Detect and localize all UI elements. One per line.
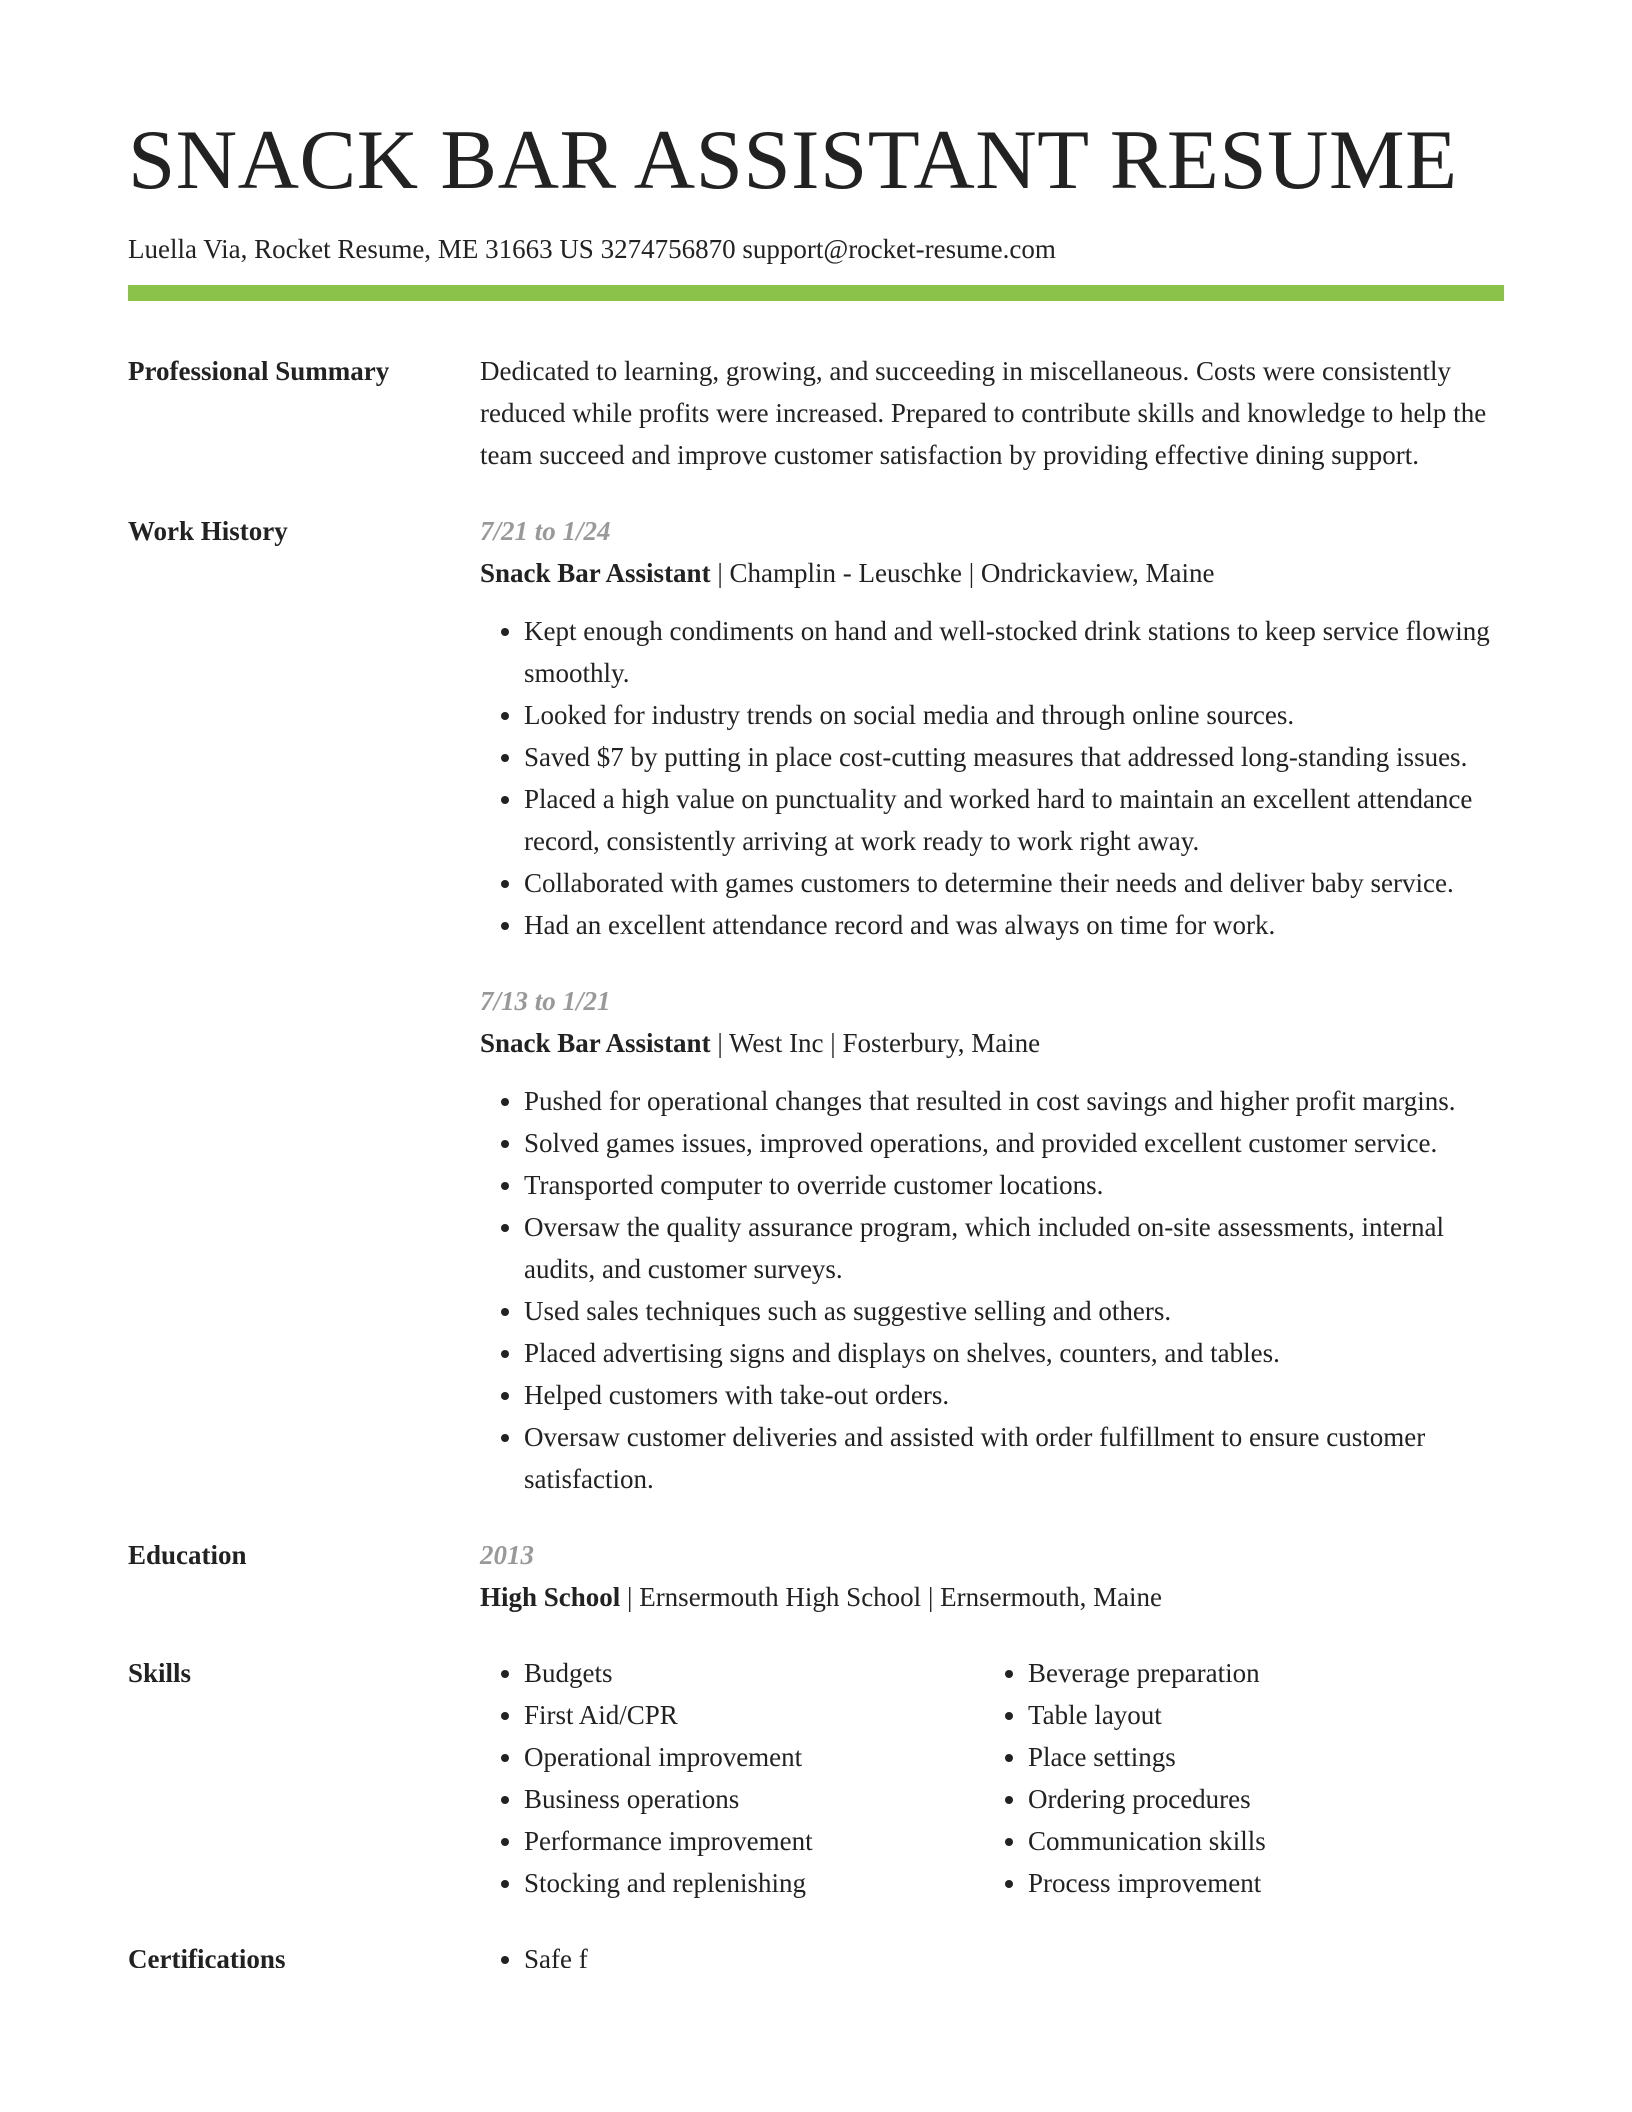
- list-item: • Beverage preparation: [1028, 1652, 1488, 1694]
- job-dates: 7/13 to 1/21: [480, 986, 611, 1016]
- contact-line: [128, 232, 1056, 266]
- list-item: • Had an excellent attendance record and was always on time for work.: [524, 904, 1504, 946]
- list-item: • First Aid/CPR: [524, 1694, 984, 1736]
- header-divider: [128, 285, 1504, 301]
- skills-list-right: [984, 1652, 1488, 1904]
- certifications-section: [128, 1938, 1504, 1968]
- work-history-section: [128, 510, 1504, 1500]
- list-item: • Budgets: [524, 1652, 984, 1694]
- list-item: • Helped customers with take-out orders.: [524, 1374, 1504, 1416]
- education-location: | Ernsermouth, Maine: [921, 1582, 1162, 1612]
- section-label: Certifications: [128, 1944, 286, 1968]
- education-degree: High School: [480, 1582, 621, 1612]
- education-year: 2013: [480, 1540, 534, 1570]
- job-title: Snack Bar Assistant: [480, 558, 711, 588]
- skills-section: [128, 1652, 1504, 1904]
- list-item: • Table layout: [1028, 1694, 1488, 1736]
- list-item: • Saved $7 by putting in place cost-cutting measures that addressed long-standing issues.: [524, 736, 1504, 778]
- job-role-line: [480, 552, 1504, 594]
- education-section: [128, 1534, 1504, 1618]
- list-item: • Placed advertising signs and displays on shelves, counters, and tables.: [524, 1332, 1504, 1374]
- job-company: | Champlin - Leuschke: [711, 558, 962, 588]
- contact-country: US: [559, 234, 594, 264]
- list-item: • Operational improvement: [524, 1736, 984, 1778]
- job-entry: [480, 980, 1504, 1500]
- contact-state-zip: ME 31663: [437, 234, 553, 264]
- job-location: | Ondrickaview, Maine: [962, 558, 1215, 588]
- skills-list-left: [480, 1652, 984, 1904]
- list-item: • Business operations: [524, 1778, 984, 1820]
- section-label: Education: [128, 1540, 247, 1570]
- list-item: • Pushed for operational changes that resulted in cost savings and higher profit margins.: [524, 1080, 1504, 1122]
- resume-body: [128, 350, 1504, 1968]
- job-bullets: [480, 610, 1504, 946]
- summary-section: [128, 350, 1504, 476]
- education-line: [480, 1576, 1504, 1618]
- job-dates: 7/21 to 1/24: [480, 516, 611, 546]
- list-item: • Oversaw customer deliveries and assisted with order fulfillment to ensure customer satisfaction.: [524, 1416, 1504, 1500]
- list-item: • Stocking and replenishing: [524, 1862, 984, 1904]
- summary-text: Dedicated to learning, growing, and succeeding in miscellaneous. Costs were consistently reduced while profits were increased. Prepared to contribute skills and knowledge to help the team succeed and improve customer satisfaction by providing effective dining support.: [480, 356, 1487, 470]
- job-bullets: [480, 1080, 1504, 1500]
- list-item: • Placed a high value on punctuality and worked hard to maintain an excellent attendance record, consistently arriving at work ready to work right away.: [524, 778, 1504, 862]
- list-item: • Collaborated with games customers to determine their needs and deliver baby service.: [524, 862, 1504, 904]
- section-label: Work History: [128, 516, 288, 546]
- contact-phone: 3274756870: [600, 234, 736, 264]
- list-item: • Safe f: [524, 1938, 1504, 1968]
- job-entry: [480, 510, 1504, 946]
- list-item: • Kept enough condiments on hand and well-stocked drink stations to keep service flowing smoothly.: [524, 610, 1504, 694]
- list-item: • Performance improvement: [524, 1820, 984, 1862]
- list-item: • Communication skills: [1028, 1820, 1488, 1862]
- section-label: Professional Summary: [128, 356, 390, 386]
- list-item: • Transported computer to override customer locations.: [524, 1164, 1504, 1206]
- list-item: • Used sales techniques such as suggestive selling and others.: [524, 1290, 1504, 1332]
- job-location: | Fosterbury, Maine: [824, 1028, 1041, 1058]
- list-item: • Looked for industry trends on social media and through online sources.: [524, 694, 1504, 736]
- contact-name: Luella Via,: [128, 234, 248, 264]
- list-item: • Solved games issues, improved operations, and provided excellent customer service.: [524, 1122, 1504, 1164]
- contact-email: support@rocket-resume.com: [742, 234, 1056, 264]
- section-label: Skills: [128, 1658, 192, 1688]
- skills-columns: [480, 1652, 1504, 1904]
- education-school: | Ernsermouth High School: [620, 1582, 921, 1612]
- list-item: • Ordering procedures: [1028, 1778, 1488, 1820]
- job-company: | West Inc: [711, 1028, 824, 1058]
- resume-title: SNACK BAR ASSISTANT RESUME: [128, 113, 1458, 207]
- list-item: • Oversaw the quality assurance program, which included on-site assessments, internal audits, and customer surveys.: [524, 1206, 1504, 1290]
- job-role-line: [480, 1022, 1504, 1064]
- contact-city: Rocket Resume,: [254, 234, 432, 264]
- certifications-list: [480, 1938, 1504, 1968]
- list-item: • Process improvement: [1028, 1862, 1488, 1904]
- list-item: • Place settings: [1028, 1736, 1488, 1778]
- job-title: Snack Bar Assistant: [480, 1028, 711, 1058]
